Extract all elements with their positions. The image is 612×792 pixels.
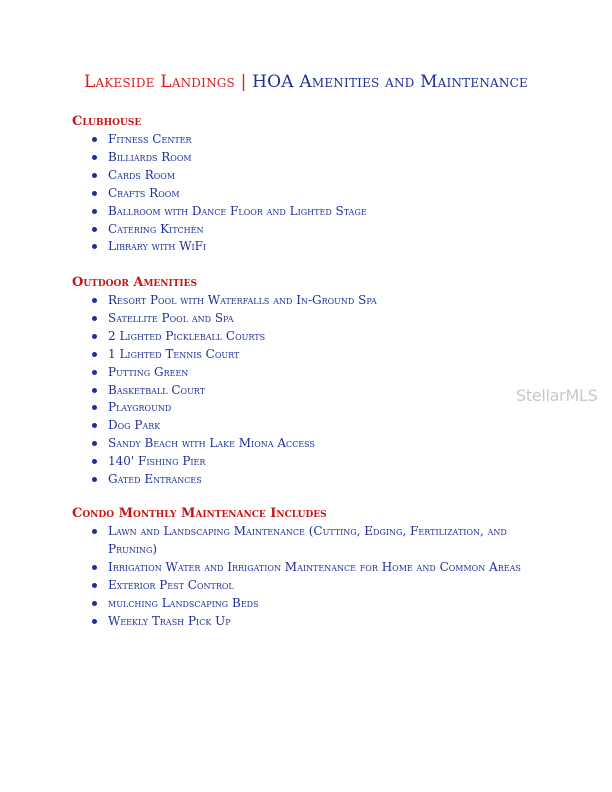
title-subtitle: HOA Amenities and Maintenance [252,72,528,92]
outdoor-amenities-list [72,292,552,489]
list-item: Basketball Court [72,382,538,400]
list-item: Cards Room [72,167,538,185]
list-item: Dog Park [72,417,538,435]
bullet-icon [92,423,97,428]
section-condo-maintenance [72,505,552,630]
bullet-icon [92,137,97,142]
list-item: Billiards Room [72,149,538,167]
bullet-icon [92,459,97,464]
list-item: Resort Pool with Waterfalls and In-Ground Spa [72,292,538,310]
title-community-name: Lakeside Landings [84,72,235,92]
list-item: Ballroom with Dance Floor and Lighted Stage [72,203,538,221]
list-item: Exterior Pest Control [72,577,538,595]
bullet-icon [92,352,97,357]
bullet-icon [92,191,97,196]
list-item: Irrigation Water and Irrigation Maintenance for Home and Common Areas [72,559,538,577]
bullet-icon [92,601,97,606]
list-item: 1 Lighted Tennis Court [72,346,538,364]
bullet-icon [92,227,97,232]
condo-maintenance-list [72,523,552,630]
list-item: 2 Lighted Pickleball Courts [72,328,538,346]
list-item: Catering Kitchen [72,221,538,239]
page-title [0,72,612,92]
bullet-icon [92,244,97,249]
title-separator: | [240,72,247,92]
list-item: 140' Fishing Pier [72,453,538,471]
bullet-icon [92,441,97,446]
list-item: mulching Landscaping Beds [72,595,538,613]
section-heading: Outdoor Amenities [72,275,197,290]
stellarmls-watermark: StellarMLS [516,386,598,405]
list-item: Fitness Center [72,131,538,149]
bullet-icon [92,388,97,393]
list-item: Library with WiFi [72,238,538,256]
list-item: Playground [72,399,538,417]
bullet-icon [92,619,97,624]
list-item: Lawn and Landscaping Maintenance (Cutting, Edging, Fertilization, and Pruning) [72,523,538,559]
bullet-icon [92,370,97,375]
bullet-icon [92,173,97,178]
bullet-icon [92,583,97,588]
list-item: Gated Entrances [72,471,538,489]
clubhouse-list [72,131,552,256]
bullet-icon [92,298,97,303]
bullet-icon [92,565,97,570]
section-heading: Condo Monthly Maintenance Includes [72,506,327,521]
bullet-icon [92,316,97,321]
section-heading: Clubhouse [72,114,142,129]
list-item: Satellite Pool and Spa [72,310,538,328]
bullet-icon [92,334,97,339]
list-item: Putting Green [72,364,538,382]
list-item: Crafts Room [72,185,538,203]
list-item: Sandy Beach with Lake Miona Access [72,435,538,453]
section-clubhouse [72,113,552,256]
bullet-icon [92,155,97,160]
bullet-icon [92,405,97,410]
list-item: Weekly Trash Pick Up [72,613,538,631]
section-outdoor-amenities [72,274,552,489]
bullet-icon [92,477,97,482]
bullet-icon [92,529,97,534]
bullet-icon [92,209,97,214]
